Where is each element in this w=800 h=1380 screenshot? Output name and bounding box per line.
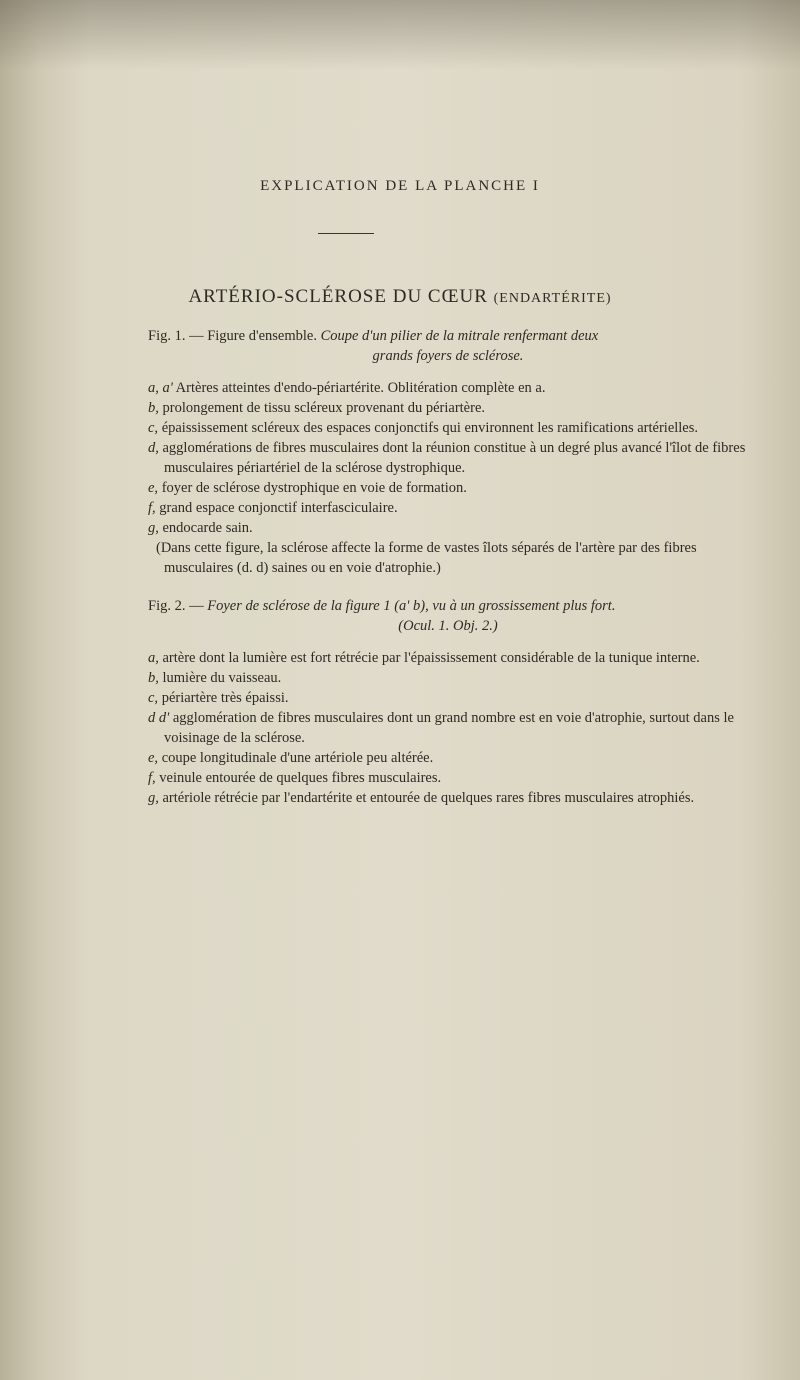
fig1-header	[148, 326, 748, 346]
fig2-item-d: d d' agglomération de fibres musculaires dont un grand nombre est en voie d'atrophie, surtout dans le voisinage de la sclérose.	[148, 710, 734, 746]
divider-rule	[318, 233, 374, 234]
title-main: ARTÉRIO-SCLÉROSE DU CŒUR	[188, 286, 488, 307]
fig1-caption-line1: Coupe d'un pilier de la mitrale renfermant deux	[320, 328, 599, 344]
fig2-item-f: f, veinule entourée de quelques fibres musculaires.	[148, 770, 442, 786]
fig1-item-a: a, a' Artères atteintes d'endo-périartérite. Oblitération complète en a.	[148, 380, 546, 396]
fig1-intro: — Figure d'ensemble.	[185, 328, 321, 344]
fig1-label: Fig. 1.	[148, 328, 186, 344]
fig2-intro: —	[185, 598, 208, 614]
fig2-header	[148, 596, 748, 616]
fig2-item-a: a, artère dont la lumière est fort rétrécie par l'épaississement considérable de la tunique interne.	[148, 650, 700, 666]
fig2-caption-line2: (Ocul. 1. Obj. 2.)	[398, 618, 498, 634]
fig1-item-d: d, agglomérations de fibres musculaires dont la réunion constitue à un degré plus avancé l'îlot de fibres musculaires périartériel de la sclérose dystrophique.	[148, 440, 746, 476]
fig1-item-e: e, foyer de sclérose dystrophique en voie de formation.	[148, 480, 467, 496]
fig2-item-c: c, périartère très épaissi.	[148, 690, 289, 706]
fig2-label: Fig. 2.	[148, 598, 186, 614]
fig1-caption-line2: grands foyers de sclérose.	[372, 348, 524, 364]
fig1-note: (Dans cette figure, la sclérose affecte la forme de vastes îlots séparés de l'artère par des fibres musculaires (d. d) saines ou en voie d'atrophie.)	[156, 540, 697, 576]
fig2-caption-line1: Foyer de sclérose de la figure 1 (a' b), vu à un grossissement plus fort.	[207, 598, 616, 614]
fig2-item-g: g, artériole rétrécie par l'endartérite et entourée de quelques rares fibres musculaires atrophiés.	[148, 790, 695, 806]
fig1-item-g: g, endocarde sain.	[148, 520, 253, 536]
fig1-item-f: f, grand espace conjonctif interfasciculaire.	[148, 500, 398, 516]
explanation-body	[148, 326, 748, 808]
plate-heading: EXPLICATION DE LA PLANCHE I	[260, 178, 540, 194]
fig2-item-b: b, lumière du vaisseau.	[148, 670, 282, 686]
page-shadow	[0, 0, 800, 70]
fig2-item-e: e, coupe longitudinale d'une artériole peu altérée.	[148, 750, 434, 766]
title-sub: (ENDARTÉRITE)	[493, 291, 612, 306]
fig1-item-c: c, épaississement scléreux des espaces conjonctifs qui environnent les ramifications artérielles.	[148, 420, 699, 436]
section-title	[0, 286, 800, 308]
fig1-item-b: b, prolongement de tissu scléreux provenant du périartère.	[148, 400, 486, 416]
